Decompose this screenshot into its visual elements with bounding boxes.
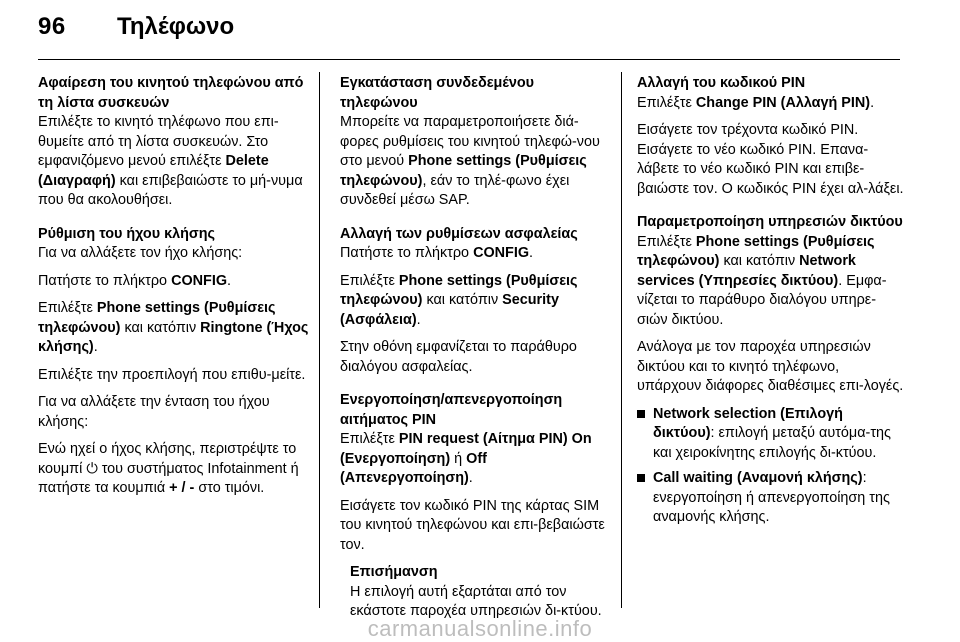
paragraph: Στην οθόνη εμφανίζεται το παράθυρο διαλόγου ασφαλείας. bbox=[340, 339, 577, 375]
section-network-services bbox=[637, 213, 905, 528]
menu-label: Off (Απενεργοποίηση) bbox=[340, 450, 487, 486]
text: ή bbox=[450, 450, 467, 467]
text: και επιβεβαιώστε το μή-νυμα που θα ακολουθήσει. bbox=[38, 172, 303, 208]
options-list bbox=[637, 405, 905, 528]
text: Επιλέξτε bbox=[340, 431, 399, 447]
menu-label: Phone settings (Ρυθμίσεις τηλεφώνου) bbox=[637, 233, 875, 269]
section-ringtone bbox=[38, 225, 310, 499]
text: του συστήματος Infotainment ή πατήστε τα κουμπιά bbox=[38, 460, 299, 496]
text: . Εμφα-νίζεται το παράθυρο διαλόγου υπηρε-σιών δικτύου. bbox=[637, 272, 887, 328]
paragraph: Ανάλογα με τον παροχέα υπηρεσιών δικτύου και το κινητό τηλέφωνο, υπάρχουν διάφορες διαθέσιμες επι-λογές. bbox=[637, 339, 904, 394]
paragraph bbox=[340, 430, 612, 489]
paragraph: Εισάγετε τον τρέχοντα κωδικό PIN. Εισάγετε το νέο κωδικό PIN. Επανα-λάβετε το νέο κωδικό PIN και επιβε-βαιώστε τον. Ο κωδικός PIN έχει αλ-λάξει. bbox=[637, 122, 904, 197]
text: Πατήστε το πλήκτρο bbox=[340, 245, 474, 261]
menu-label: Call waiting (Αναμονή κλήσης) bbox=[653, 470, 863, 486]
column-1 bbox=[38, 74, 310, 513]
text: Επιλέξτε το κινητό τηλέφωνο που επι-θυμείτε από τη λίστα συσκευών. Στο εμφανιζόμενο μενού επιλέξτε bbox=[38, 114, 279, 169]
section-remove-phone bbox=[38, 74, 310, 211]
square-bullet-icon bbox=[637, 410, 645, 418]
header-rule bbox=[38, 59, 900, 60]
section-heading: Ενεργοποίηση/απενεργοποίηση αιτήματος PIN bbox=[340, 392, 563, 428]
section-heading: Αφαίρεση του κινητού τηλεφώνου από τη λίστα συσκευών bbox=[38, 75, 304, 111]
text: Πατήστε το πλήκτρο bbox=[38, 272, 172, 289]
key-label: + / - bbox=[169, 480, 195, 496]
column-3 bbox=[637, 74, 905, 542]
column-divider-1 bbox=[319, 72, 320, 608]
section-phone-settings bbox=[340, 74, 612, 211]
section-heading: Αλλαγή του κωδικού PIN bbox=[637, 75, 806, 91]
paragraph: Επιλέξτε την προεπιλογή που επιθυ-μείτε. bbox=[38, 366, 306, 383]
menu-label: Phone settings (Ρυθμίσεις τηλεφώνου) bbox=[340, 153, 587, 189]
paragraph bbox=[340, 113, 612, 211]
text: και κατόπιν bbox=[422, 292, 503, 308]
section-security-settings bbox=[340, 225, 612, 378]
list-item bbox=[637, 469, 905, 528]
section-heading: Αλλαγή των ρυθμίσεων ασφαλείας bbox=[340, 225, 578, 242]
text: Μπορείτε να παραμετροποιήσετε διά-φορες ρυθμίσεις του κινητού τηλεφώ-νου στο μενού bbox=[340, 114, 600, 169]
paragraph: Για να αλλάξετε τον ήχο κλήσης: bbox=[38, 245, 243, 261]
text: . bbox=[416, 311, 421, 328]
menu-label: Network selection (Επιλογή δικτύου) bbox=[653, 405, 843, 441]
page-title: Τηλέφωνο bbox=[117, 13, 235, 40]
page-number: 96 bbox=[38, 13, 66, 40]
note-text: Η επιλογή αυτή εξαρτάται από τον εκάστοτε παροχέα υπηρεσιών δι-κτύου. bbox=[350, 583, 602, 619]
text: . bbox=[870, 94, 875, 111]
text: . bbox=[529, 245, 534, 261]
text: στο τιμόνι. bbox=[194, 480, 265, 496]
section-change-pin bbox=[637, 74, 905, 199]
paragraph bbox=[38, 440, 310, 499]
paragraph: Εισάγετε τον κωδικό PIN της κάρτας SIM του κινητού τηλεφώνου και επι-βεβαιώστε τον. bbox=[340, 497, 605, 553]
text: : ενεργοποίηση ή απενεργοποίηση της αναμονής κλήσης. bbox=[653, 470, 890, 525]
text: . bbox=[227, 272, 232, 289]
menu-label: Security (Ασφάλεια) bbox=[340, 292, 559, 328]
key-label: CONFIG bbox=[473, 245, 530, 261]
menu-label: Change PIN (Αλλαγή PIN) bbox=[695, 94, 871, 111]
section-heading: Εγκατάσταση συνδεδεμένου τηλεφώνου bbox=[340, 75, 535, 111]
menu-label: Delete (Διαγραφή) bbox=[38, 153, 269, 189]
menu-label: Phone settings (Ρυθμίσεις τηλεφώνου) bbox=[340, 272, 578, 308]
text: : επιλογή μεταξύ αυτόμα-της και χειροκίνητης επιλογής δι-κτύου. bbox=[653, 425, 891, 461]
power-knob-icon: ⏻ bbox=[86, 460, 98, 477]
section-heading: Ρύθμιση του ήχου κλήσης bbox=[38, 225, 216, 242]
paragraph bbox=[38, 299, 310, 358]
text: και κατόπιν bbox=[120, 319, 201, 336]
paragraph bbox=[340, 244, 612, 264]
menu-label: PIN request (Αίτημα PIN) On (Ενεργοποίηση) bbox=[340, 431, 592, 467]
text: Επιλέξτε bbox=[637, 94, 696, 111]
paragraph bbox=[340, 272, 612, 331]
text: Επιλέξτε bbox=[38, 300, 97, 316]
paragraph bbox=[637, 94, 905, 114]
paragraph bbox=[38, 272, 310, 292]
menu-label: Ringtone (Ήχος κλήσης) bbox=[38, 319, 309, 355]
note-box bbox=[350, 563, 612, 622]
list-item bbox=[637, 405, 905, 464]
text: Ενώ ηχεί ο ήχος κλήσης, περιστρέψτε το κουμπί bbox=[38, 441, 297, 477]
text: . bbox=[468, 470, 473, 486]
section-heading: Παραμετροποίηση υπηρεσιών δικτύου bbox=[637, 214, 903, 230]
text: Επιλέξτε bbox=[340, 272, 399, 289]
text: Επιλέξτε bbox=[637, 233, 696, 250]
paragraph bbox=[38, 113, 310, 211]
menu-label: Phone settings (Ρυθμίσεις τηλεφώνου) bbox=[38, 300, 276, 336]
square-bullet-icon bbox=[637, 474, 645, 482]
section-pin-request bbox=[340, 391, 612, 622]
key-label: CONFIG bbox=[171, 272, 228, 289]
text: και κατόπιν bbox=[719, 253, 800, 269]
note-heading: Επισήμανση bbox=[350, 564, 438, 580]
text: . bbox=[93, 339, 98, 355]
paragraph: Για να αλλάξετε την ένταση του ήχου κλήσης: bbox=[38, 394, 270, 430]
text: , εάν το τηλέ-φωνο έχει συνδεθεί μέσω SAP. bbox=[340, 172, 570, 208]
paragraph bbox=[637, 233, 905, 331]
watermark: carmanualsonline.info bbox=[367, 616, 593, 641]
column-divider-2 bbox=[621, 72, 622, 608]
column-2 bbox=[340, 74, 612, 636]
menu-label: Network services (Υπηρεσίες δικτύου) bbox=[637, 253, 856, 289]
